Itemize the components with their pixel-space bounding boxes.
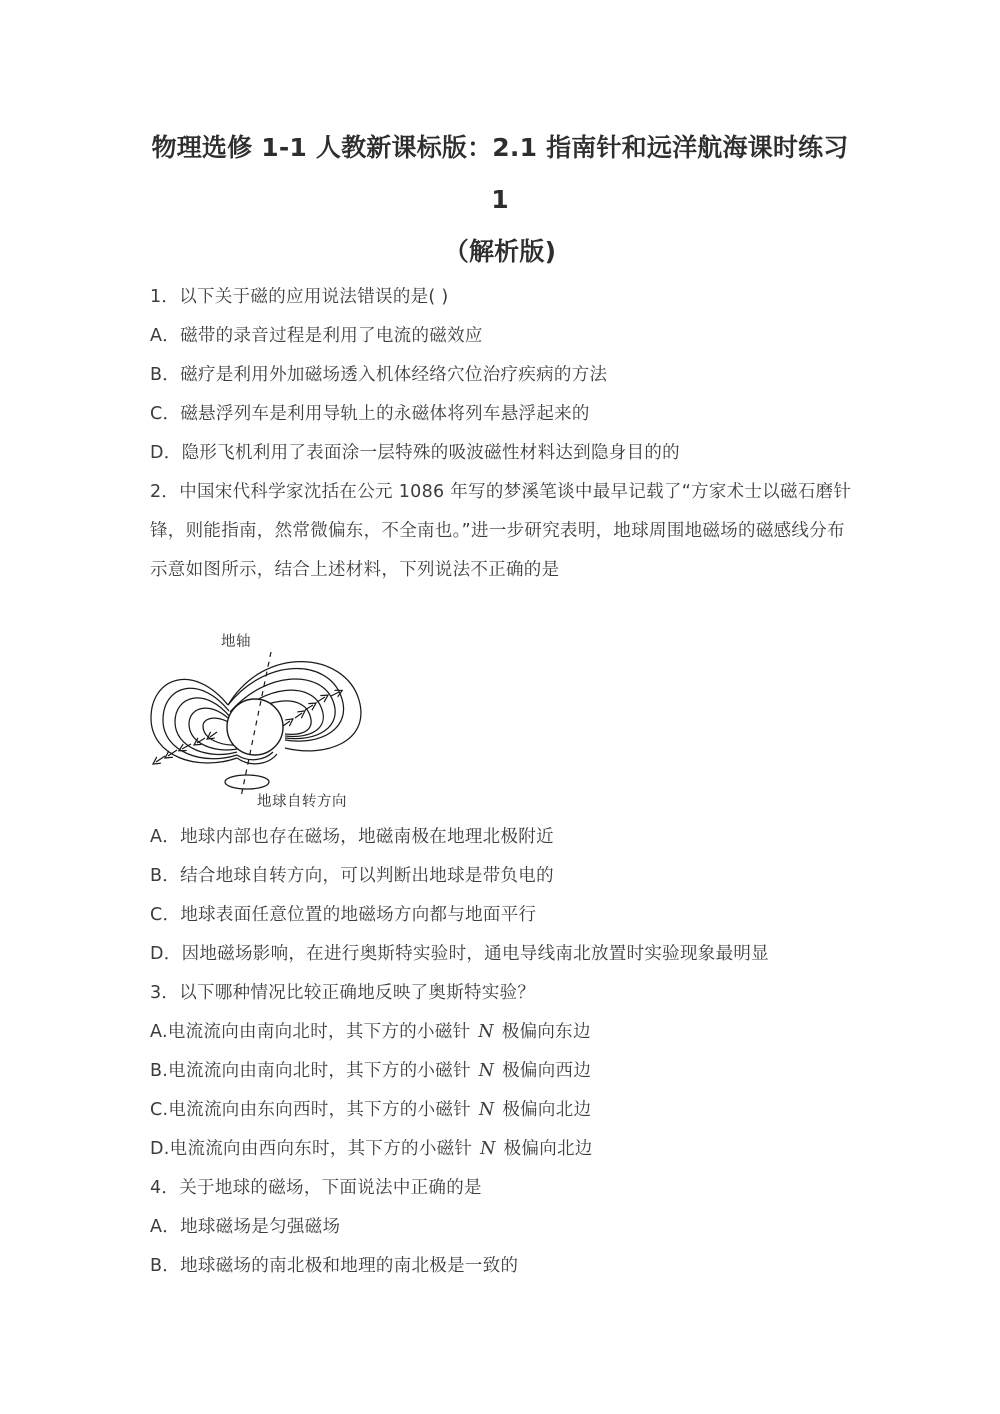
question-1-option-d: D．隐形飞机利用了表面涂一层特殊的吸波磁性材料达到隐身目的的 [150,443,680,463]
question-3-option-a-pre: A.电流流向由南向北时，其下方的小磁针 [150,1022,477,1042]
question-2-stem-line-3: 示意如图所示，结合上述材料，下列说法不正确的是 [150,560,560,580]
question-3-option-c [150,1091,850,1130]
question-3-option-c-pre: C.电流流向由东向西时，其下方的小磁针 [150,1100,477,1120]
question-1-option-b: B．磁疗是利用外加磁场透入机体经络穴位治疗疾病的方法 [150,365,608,385]
question-3-option-a-symbol: N [478,1022,494,1042]
question-3-stem: 3．以下哪种情况比较正确地反映了奥斯特实验？ [150,983,536,1003]
page-title-line-1: 物理选修 1-1 人教新课标版：2.1 指南针和远洋航海课时练习 1 [151,133,849,214]
question-3-option-d-post: 极偏向北边 [497,1139,593,1159]
question-1-stem: 1．以下关于磁的应用说法错误的是( ) [150,287,449,307]
question-1-option-c: C．磁悬浮列车是利用导轨上的永磁体将列车悬浮起来的 [150,404,590,424]
question-3-option-c-post: 极偏向北边 [496,1100,592,1120]
question-3-option-b-pre: B.电流流向由南向北时，其下方的小磁针 [150,1061,477,1081]
question-2-stem-line-1: 2．中国宋代科学家沈括在公元 1086 年写的梦溪笔谈中最早记载了“方家术士以磁石磨针 [150,482,852,502]
question-3-option-b-symbol: N [478,1061,495,1081]
question-4-option-a: A．地球磁场是匀强磁场 [150,1217,341,1237]
question-4-option-b: B．地球磁场的南北极和地理的南北极是一致的 [150,1256,519,1276]
question-3-option-c-symbol: N [478,1100,495,1120]
question-1-option-a: A．磁带的录音过程是利用了电流的磁效应 [150,326,483,346]
question-2-option-a: A．地球内部也存在磁场，地磁南极在地理北极附近 [150,827,554,847]
question-2-stem [150,473,850,590]
page-title [140,122,860,278]
question-3-option-b [150,1052,850,1091]
question-3-option-a-post: 极偏向东边 [495,1022,591,1042]
question-2-option-c: C．地球表面任意位置的地磁场方向都与地面平行 [150,905,537,925]
question-3-option-d-pre: D.电流流向由西向东时，其下方的小磁针 [150,1139,479,1159]
earth-magnetic-field-figure [145,622,425,817]
question-3-option-a [150,1013,850,1052]
field-lines-left [151,679,237,763]
figure-label-earth-axis: 地轴 [221,634,251,650]
question-3-option-b-post: 极偏向西边 [496,1061,592,1081]
question-4-stem: 4．关于地球的磁场，下面说法中正确的是 [150,1178,482,1198]
question-3-option-d-symbol: N [480,1139,496,1159]
earth-magnetic-field-svg [145,622,425,817]
question-2-option-b: B．结合地球自转方向，可以判断出地球是带负电的 [150,866,554,886]
question-2-option-d: D．因地磁场影响，在进行奥斯特实验时，通电导线南北放置时实验现象最明显 [150,944,769,964]
figure-label-rotation-direction: 地球自转方向 [257,794,347,810]
earth-sphere [227,699,283,755]
question-3-option-d [150,1130,850,1169]
question-2-stem-line-2: 锋，则能指南，然常微偏东，不全南也。”进一步研究表明，地球周围地磁场的磁感线分布 [150,521,845,541]
page-title-line-2: （解析版) [443,237,557,266]
rotation-direction-ellipse [225,775,269,789]
